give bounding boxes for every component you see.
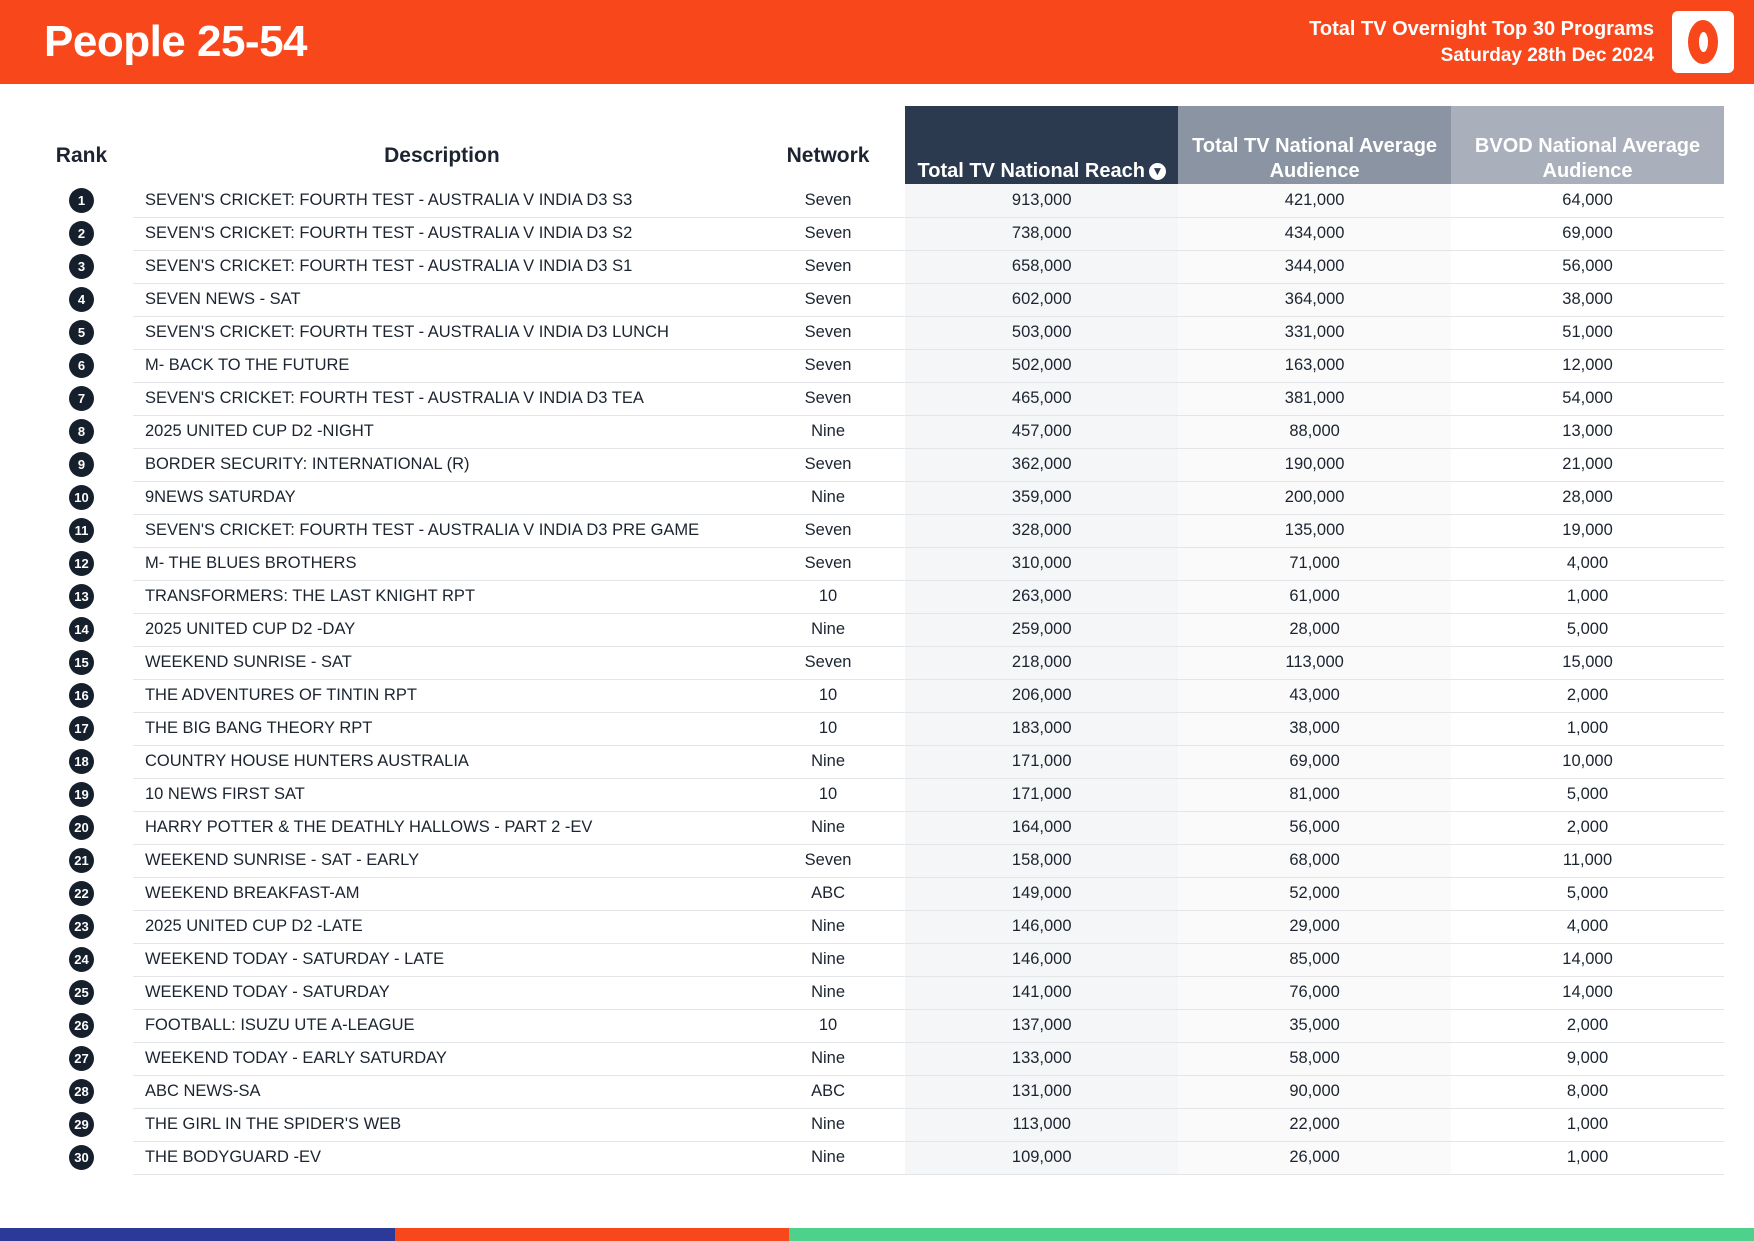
total-tv-reach-value: 913,000 <box>905 184 1178 217</box>
program-description: SEVEN'S CRICKET: FOURTH TEST - AUSTRALIA V INDIA D3 PRE GAME <box>133 514 751 547</box>
program-description: ABC NEWS-SA <box>133 1075 751 1108</box>
total-tv-reach-value: 359,000 <box>905 481 1178 514</box>
table-row <box>30 217 1724 250</box>
bvod-avg-audience-value: 1,000 <box>1451 580 1724 613</box>
table-row <box>30 844 1724 877</box>
rank-badge: 2 <box>69 221 94 246</box>
column-header-total-tv-reach[interactable] <box>905 106 1178 184</box>
rank-badge: 9 <box>69 452 94 477</box>
bvod-avg-audience-value: 5,000 <box>1451 613 1724 646</box>
total-tv-reach-value: 141,000 <box>905 976 1178 1009</box>
bvod-avg-audience-value: 51,000 <box>1451 316 1724 349</box>
table-row <box>30 547 1724 580</box>
header-meta <box>1309 16 1654 69</box>
total-tv-reach-value: 171,000 <box>905 745 1178 778</box>
column-header-bvod-avg-audience[interactable]: BVOD National Average Audience <box>1451 106 1724 184</box>
total-tv-reach-value: 131,000 <box>905 1075 1178 1108</box>
total-tv-reach-value: 113,000 <box>905 1108 1178 1141</box>
bvod-avg-audience-value: 69,000 <box>1451 217 1724 250</box>
footer-segment-orange <box>395 1228 790 1241</box>
table-row <box>30 1009 1724 1042</box>
total-tv-reach-value: 503,000 <box>905 316 1178 349</box>
total-tv-avg-audience-value: 76,000 <box>1178 976 1451 1009</box>
rank-badge: 19 <box>69 782 94 807</box>
network-name: Nine <box>751 811 905 844</box>
rank-badge: 1 <box>69 188 94 213</box>
total-tv-avg-audience-value: 364,000 <box>1178 283 1451 316</box>
total-tv-reach-value: 158,000 <box>905 844 1178 877</box>
rank-cell <box>30 250 133 283</box>
rank-badge: 25 <box>69 980 94 1005</box>
column-header-total-tv-avg-audience[interactable]: Total TV National Average Audience <box>1178 106 1451 184</box>
total-tv-reach-value: 171,000 <box>905 778 1178 811</box>
rank-cell <box>30 283 133 316</box>
network-name: Seven <box>751 547 905 580</box>
table-header <box>30 106 1724 184</box>
network-name: 10 <box>751 712 905 745</box>
page-title: People 25-54 <box>44 17 308 66</box>
bvod-avg-audience-value: 8,000 <box>1451 1075 1724 1108</box>
column-header-network: Network <box>786 144 870 167</box>
program-description: SEVEN'S CRICKET: FOURTH TEST - AUSTRALIA V INDIA D3 LUNCH <box>133 316 751 349</box>
table-row <box>30 184 1724 217</box>
bvod-avg-audience-value: 13,000 <box>1451 415 1724 448</box>
total-tv-avg-audience-value: 421,000 <box>1178 184 1451 217</box>
rank-badge: 28 <box>69 1079 94 1104</box>
bvod-avg-audience-value: 56,000 <box>1451 250 1724 283</box>
total-tv-avg-audience-value: 43,000 <box>1178 679 1451 712</box>
network-name: Seven <box>751 283 905 316</box>
bvod-avg-audience-value: 1,000 <box>1451 1141 1724 1174</box>
total-tv-avg-audience-value: 163,000 <box>1178 349 1451 382</box>
brand-logo <box>1672 11 1734 73</box>
total-tv-avg-audience-value: 344,000 <box>1178 250 1451 283</box>
network-name: 10 <box>751 580 905 613</box>
total-tv-reach-value: 328,000 <box>905 514 1178 547</box>
program-description: FOOTBALL: ISUZU UTE A-LEAGUE <box>133 1009 751 1042</box>
bvod-avg-audience-value: 19,000 <box>1451 514 1724 547</box>
table-row <box>30 349 1724 382</box>
total-tv-avg-audience-value: 52,000 <box>1178 877 1451 910</box>
total-tv-reach-value: 658,000 <box>905 250 1178 283</box>
rank-badge: 11 <box>69 518 94 543</box>
total-tv-reach-value: 457,000 <box>905 415 1178 448</box>
network-name: Nine <box>751 976 905 1009</box>
bvod-avg-audience-value: 10,000 <box>1451 745 1724 778</box>
rank-cell <box>30 382 133 415</box>
total-tv-avg-audience-value: 135,000 <box>1178 514 1451 547</box>
program-description: 2025 UNITED CUP D2 -NIGHT <box>133 415 751 448</box>
program-description: TRANSFORMERS: THE LAST KNIGHT RPT <box>133 580 751 613</box>
network-name: Seven <box>751 514 905 547</box>
table-row <box>30 910 1724 943</box>
rank-cell <box>30 679 133 712</box>
network-name: 10 <box>751 1009 905 1042</box>
program-description: SEVEN'S CRICKET: FOURTH TEST - AUSTRALIA V INDIA D3 S2 <box>133 217 751 250</box>
program-description: THE GIRL IN THE SPIDER'S WEB <box>133 1108 751 1141</box>
bvod-avg-audience-value: 21,000 <box>1451 448 1724 481</box>
network-name: Seven <box>751 844 905 877</box>
table-row <box>30 1141 1724 1174</box>
rank-cell <box>30 976 133 1009</box>
network-name: 10 <box>751 679 905 712</box>
column-header-rank: Rank <box>55 144 108 167</box>
rank-cell <box>30 1141 133 1174</box>
header-right-group <box>1309 11 1734 73</box>
total-tv-avg-audience-value: 90,000 <box>1178 1075 1451 1108</box>
program-description: WEEKEND TODAY - SATURDAY - LATE <box>133 943 751 976</box>
network-name: ABC <box>751 877 905 910</box>
program-description: WEEKEND TODAY - SATURDAY <box>133 976 751 1009</box>
total-tv-reach-value: 133,000 <box>905 1042 1178 1075</box>
total-tv-avg-audience-value: 56,000 <box>1178 811 1451 844</box>
rank-cell <box>30 712 133 745</box>
total-tv-avg-audience-value: 26,000 <box>1178 1141 1451 1174</box>
network-name: Nine <box>751 1042 905 1075</box>
program-description: SEVEN NEWS - SAT <box>133 283 751 316</box>
table-body <box>30 184 1724 1174</box>
total-tv-avg-audience-value: 28,000 <box>1178 613 1451 646</box>
program-description: THE BODYGUARD -EV <box>133 1141 751 1174</box>
bvod-avg-audience-value: 15,000 <box>1451 646 1724 679</box>
rank-badge: 4 <box>69 287 94 312</box>
table-row <box>30 514 1724 547</box>
rank-badge: 20 <box>69 815 94 840</box>
network-name: Nine <box>751 481 905 514</box>
program-description: M- THE BLUES BROTHERS <box>133 547 751 580</box>
rank-badge: 14 <box>69 617 94 642</box>
table-row <box>30 316 1724 349</box>
rank-cell <box>30 910 133 943</box>
table-row <box>30 778 1724 811</box>
footer-color-bar <box>0 1228 1754 1241</box>
rank-badge: 6 <box>69 353 94 378</box>
program-description: SEVEN'S CRICKET: FOURTH TEST - AUSTRALIA V INDIA D3 S1 <box>133 250 751 283</box>
network-name: Nine <box>751 943 905 976</box>
network-name: Nine <box>751 1108 905 1141</box>
total-tv-reach-value: 146,000 <box>905 943 1178 976</box>
column-header-description: Description <box>384 144 500 167</box>
rank-badge: 22 <box>69 881 94 906</box>
rank-badge: 21 <box>69 848 94 873</box>
rank-cell <box>30 1108 133 1141</box>
total-tv-reach-value: 310,000 <box>905 547 1178 580</box>
total-tv-avg-audience-value: 113,000 <box>1178 646 1451 679</box>
rank-badge: 3 <box>69 254 94 279</box>
bvod-avg-audience-value: 4,000 <box>1451 910 1724 943</box>
report-date: Saturday 28th Dec 2024 <box>1440 44 1654 66</box>
rank-badge: 12 <box>69 551 94 576</box>
rank-badge: 16 <box>69 683 94 708</box>
network-name: Seven <box>751 448 905 481</box>
total-tv-reach-value: 146,000 <box>905 910 1178 943</box>
column-header-total-tv-reach-label: Total TV National Reach <box>917 160 1145 182</box>
program-description: WEEKEND BREAKFAST-AM <box>133 877 751 910</box>
bvod-avg-audience-value: 14,000 <box>1451 943 1724 976</box>
program-description: 10 NEWS FIRST SAT <box>133 778 751 811</box>
bvod-avg-audience-value: 12,000 <box>1451 349 1724 382</box>
total-tv-reach-value: 259,000 <box>905 613 1178 646</box>
table-row <box>30 679 1724 712</box>
network-name: Seven <box>751 646 905 679</box>
rank-badge: 10 <box>69 485 94 510</box>
table-row <box>30 1042 1724 1075</box>
rank-cell <box>30 613 133 646</box>
bvod-avg-audience-value: 11,000 <box>1451 844 1724 877</box>
program-description: WEEKEND SUNRISE - SAT <box>133 646 751 679</box>
program-description: COUNTRY HOUSE HUNTERS AUSTRALIA <box>133 745 751 778</box>
network-name: Seven <box>751 217 905 250</box>
total-tv-reach-value: 109,000 <box>905 1141 1178 1174</box>
footer-segment-blue <box>0 1228 395 1241</box>
rank-badge: 7 <box>69 386 94 411</box>
total-tv-reach-value: 602,000 <box>905 283 1178 316</box>
rank-badge: 23 <box>69 914 94 939</box>
total-tv-avg-audience-value: 71,000 <box>1178 547 1451 580</box>
total-tv-avg-audience-value: 331,000 <box>1178 316 1451 349</box>
table-row <box>30 877 1724 910</box>
rank-badge: 26 <box>69 1013 94 1038</box>
rank-cell <box>30 811 133 844</box>
network-name: Seven <box>751 316 905 349</box>
total-tv-reach-value: 149,000 <box>905 877 1178 910</box>
rank-cell <box>30 415 133 448</box>
total-tv-reach-value: 206,000 <box>905 679 1178 712</box>
network-name: Nine <box>751 613 905 646</box>
total-tv-avg-audience-value: 38,000 <box>1178 712 1451 745</box>
rank-cell <box>30 943 133 976</box>
rank-cell <box>30 778 133 811</box>
program-description: THE BIG BANG THEORY RPT <box>133 712 751 745</box>
total-tv-avg-audience-value: 381,000 <box>1178 382 1451 415</box>
report-name: Total TV Overnight Top 30 Programs <box>1309 17 1654 40</box>
total-tv-avg-audience-value: 22,000 <box>1178 1108 1451 1141</box>
rank-badge: 29 <box>69 1112 94 1137</box>
table-row <box>30 580 1724 613</box>
program-description: BORDER SECURITY: INTERNATIONAL (R) <box>133 448 751 481</box>
program-description: WEEKEND SUNRISE - SAT - EARLY <box>133 844 751 877</box>
rank-badge: 24 <box>69 947 94 972</box>
rank-cell <box>30 877 133 910</box>
bvod-avg-audience-value: 38,000 <box>1451 283 1724 316</box>
table-row <box>30 283 1724 316</box>
program-description: WEEKEND TODAY - EARLY SATURDAY <box>133 1042 751 1075</box>
rank-cell <box>30 448 133 481</box>
network-name: Nine <box>751 745 905 778</box>
bvod-avg-audience-value: 4,000 <box>1451 547 1724 580</box>
bvod-avg-audience-value: 9,000 <box>1451 1042 1724 1075</box>
program-description: SEVEN'S CRICKET: FOURTH TEST - AUSTRALIA V INDIA D3 S3 <box>133 184 751 217</box>
bvod-avg-audience-value: 2,000 <box>1451 679 1724 712</box>
network-name: Nine <box>751 910 905 943</box>
total-tv-avg-audience-value: 81,000 <box>1178 778 1451 811</box>
rank-badge: 18 <box>69 749 94 774</box>
bvod-avg-audience-value: 28,000 <box>1451 481 1724 514</box>
program-description: HARRY POTTER & THE DEATHLY HALLOWS - PART 2 -EV <box>133 811 751 844</box>
rank-badge: 30 <box>69 1145 94 1170</box>
rank-cell <box>30 481 133 514</box>
table-row <box>30 976 1724 1009</box>
table-row <box>30 646 1724 679</box>
total-tv-reach-value: 137,000 <box>905 1009 1178 1042</box>
table-row <box>30 1075 1724 1108</box>
rank-cell <box>30 316 133 349</box>
bvod-avg-audience-value: 1,000 <box>1451 712 1724 745</box>
rank-cell <box>30 1009 133 1042</box>
total-tv-avg-audience-value: 88,000 <box>1178 415 1451 448</box>
sort-descending-icon[interactable]: ▼ <box>1149 163 1166 180</box>
network-name: ABC <box>751 1075 905 1108</box>
rank-badge: 5 <box>69 320 94 345</box>
network-name: Nine <box>751 415 905 448</box>
total-tv-avg-audience-value: 85,000 <box>1178 943 1451 976</box>
program-description: 2025 UNITED CUP D2 -DAY <box>133 613 751 646</box>
rank-cell <box>30 1075 133 1108</box>
table-row <box>30 745 1724 778</box>
program-description: 2025 UNITED CUP D2 -LATE <box>133 910 751 943</box>
rank-badge: 15 <box>69 650 94 675</box>
total-tv-avg-audience-value: 61,000 <box>1178 580 1451 613</box>
rank-badge: 13 <box>69 584 94 609</box>
total-tv-avg-audience-value: 68,000 <box>1178 844 1451 877</box>
total-tv-reach-value: 738,000 <box>905 217 1178 250</box>
program-description: SEVEN'S CRICKET: FOURTH TEST - AUSTRALIA V INDIA D3 TEA <box>133 382 751 415</box>
rank-cell <box>30 217 133 250</box>
network-name: 10 <box>751 778 905 811</box>
program-description: 9NEWS SATURDAY <box>133 481 751 514</box>
page-header <box>0 0 1754 84</box>
total-tv-reach-value: 362,000 <box>905 448 1178 481</box>
table-row <box>30 382 1724 415</box>
bvod-avg-audience-value: 14,000 <box>1451 976 1724 1009</box>
total-tv-avg-audience-value: 69,000 <box>1178 745 1451 778</box>
rank-cell <box>30 1042 133 1075</box>
program-description: M- BACK TO THE FUTURE <box>133 349 751 382</box>
bvod-avg-audience-value: 5,000 <box>1451 778 1724 811</box>
total-tv-avg-audience-value: 434,000 <box>1178 217 1451 250</box>
rank-cell <box>30 547 133 580</box>
total-tv-avg-audience-value: 58,000 <box>1178 1042 1451 1075</box>
bvod-avg-audience-value: 1,000 <box>1451 1108 1724 1141</box>
bvod-avg-audience-value: 2,000 <box>1451 1009 1724 1042</box>
network-name: Seven <box>751 184 905 217</box>
footer-segment-green <box>789 1228 1754 1241</box>
rank-cell <box>30 349 133 382</box>
table-row <box>30 1108 1724 1141</box>
bvod-avg-audience-value: 54,000 <box>1451 382 1724 415</box>
rank-cell <box>30 745 133 778</box>
total-tv-reach-value: 183,000 <box>905 712 1178 745</box>
table-container <box>0 84 1754 1175</box>
rank-badge: 17 <box>69 716 94 741</box>
total-tv-avg-audience-value: 200,000 <box>1178 481 1451 514</box>
total-tv-reach-value: 263,000 <box>905 580 1178 613</box>
table-row <box>30 415 1724 448</box>
table-row <box>30 448 1724 481</box>
program-description: THE ADVENTURES OF TINTIN RPT <box>133 679 751 712</box>
table-row <box>30 943 1724 976</box>
total-tv-reach-value: 218,000 <box>905 646 1178 679</box>
rank-cell <box>30 844 133 877</box>
top-programs-table <box>30 106 1724 1175</box>
table-row <box>30 811 1724 844</box>
total-tv-avg-audience-value: 35,000 <box>1178 1009 1451 1042</box>
oztam-logo-icon <box>1688 20 1718 64</box>
total-tv-avg-audience-value: 190,000 <box>1178 448 1451 481</box>
rank-badge: 8 <box>69 419 94 444</box>
network-name: Seven <box>751 382 905 415</box>
network-name: Seven <box>751 349 905 382</box>
table-row <box>30 250 1724 283</box>
total-tv-reach-value: 164,000 <box>905 811 1178 844</box>
rank-cell <box>30 580 133 613</box>
network-name: Nine <box>751 1141 905 1174</box>
rank-cell <box>30 646 133 679</box>
rank-badge: 27 <box>69 1046 94 1071</box>
table-row <box>30 481 1724 514</box>
table-row <box>30 712 1724 745</box>
network-name: Seven <box>751 250 905 283</box>
total-tv-avg-audience-value: 29,000 <box>1178 910 1451 943</box>
bvod-avg-audience-value: 2,000 <box>1451 811 1724 844</box>
total-tv-reach-value: 465,000 <box>905 382 1178 415</box>
rank-cell <box>30 514 133 547</box>
rank-cell <box>30 184 133 217</box>
table-row <box>30 613 1724 646</box>
bvod-avg-audience-value: 5,000 <box>1451 877 1724 910</box>
bvod-avg-audience-value: 64,000 <box>1451 184 1724 217</box>
total-tv-reach-value: 502,000 <box>905 349 1178 382</box>
